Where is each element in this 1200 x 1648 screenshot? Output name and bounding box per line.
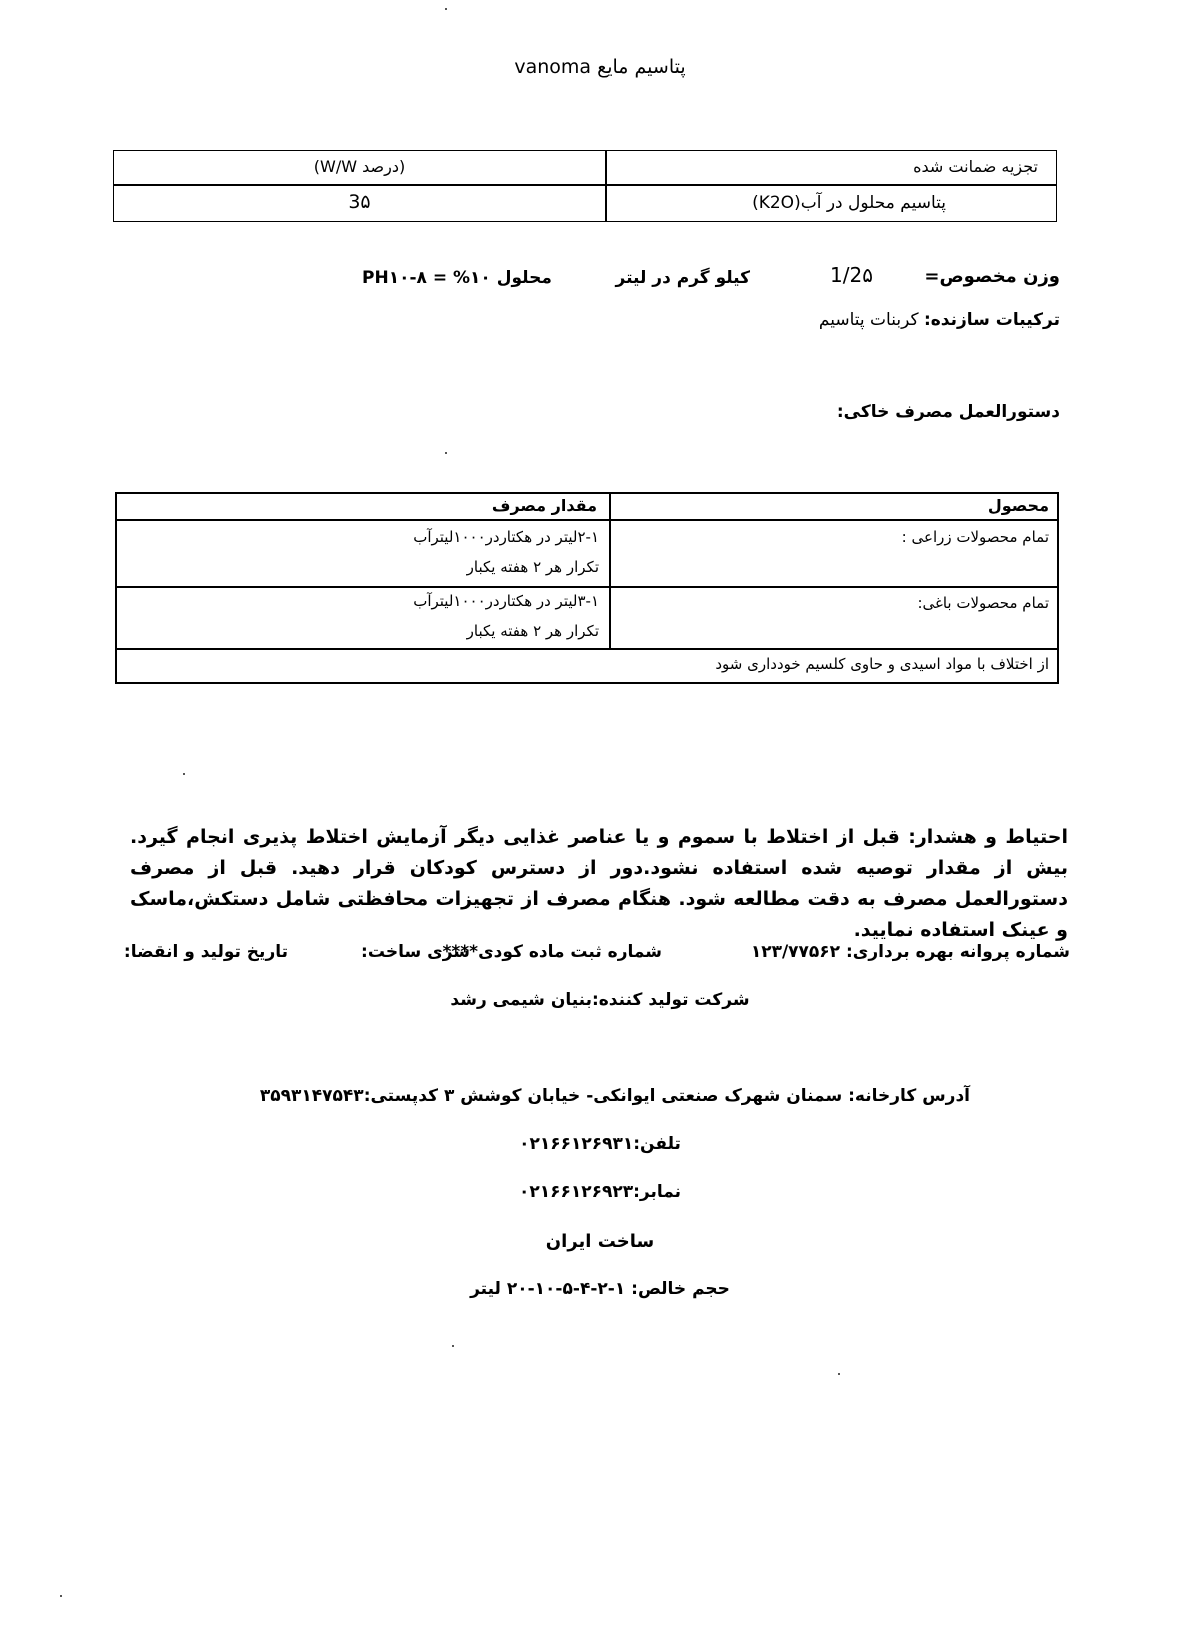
ph-value: PHمحلول ۱۰% = ۸-۱۰ [362, 268, 552, 288]
table-border [115, 682, 1059, 684]
usage-header-product: محصول [987, 496, 1049, 515]
usage-table [115, 492, 1059, 684]
phone-number: تلفن:۰۲۱۶۶۱۲۶۹۳۱ [519, 1134, 681, 1154]
usage-row-2-product: تمام محصولات باغی: [917, 594, 1049, 612]
analysis-nutrient-name: پتاسیم محلول در آب(K2O) [752, 193, 946, 213]
table-border [115, 492, 117, 684]
series-number: سری ساخت: [361, 942, 470, 962]
specific-gravity-label: وزن مخصوص= [924, 266, 1060, 287]
usage-header-amount: مقدار مصرف [491, 496, 597, 515]
usage-row-1-frequency: تکرار هر ۲ هفته یکبار [466, 558, 599, 576]
table-border [1057, 492, 1059, 684]
usage-row-1-product: تمام محصولات زراعی : [901, 528, 1049, 546]
warning-paragraph: احتیاط و هشدار: قبل از اختلاط با سموم و یا عناصر غذایی دیگر آزمایش اختلاط پذیری انجام گیرد. بیش از مقدار توصیه شده استفاده نشود.دور از دسترس کودکان قرار دهید. قبل از مصرف دستورالعمل مصرف به دقت مطالعه شود. هنگام مصرف از تجهیزات محافظتی شامل دستکش،ماسک و عینک استفاده نمایید. [130, 826, 1068, 941]
specific-gravity-unit: کیلو گرم در لیتر [615, 268, 750, 288]
table-border [115, 519, 1059, 521]
scan-speck [452, 1345, 454, 1347]
scan-speck [445, 452, 447, 454]
usage-row-2-frequency: تکرار هر ۲ هفته یکبار [466, 622, 599, 640]
usage-row-2-amount: ۳-۱لیتر در هکتاردر۱۰۰۰لیترآب [413, 592, 599, 610]
analysis-header-right: تجزیه ضمانت شده [913, 157, 1038, 176]
table-divider [114, 184, 1056, 186]
composition [819, 310, 1060, 330]
table-divider [605, 151, 607, 221]
fax-number: نمابر:۰۲۱۶۶۱۲۶۹۲۳ [518, 1182, 682, 1202]
composition-label: ترکیبات سازنده: [923, 310, 1060, 330]
scan-speck [183, 773, 185, 775]
table-border [115, 586, 1059, 588]
page-title: پتاسیم مایع vanoma [514, 56, 686, 78]
analysis-header-left: (درصد W/W) [313, 157, 406, 176]
made-in: ساخت ایران [545, 1231, 655, 1252]
table-border [115, 648, 1059, 650]
guaranteed-analysis-table [113, 150, 1057, 222]
manufacturer: شرکت تولید کننده:بنیان شیمی رشد [450, 990, 750, 1010]
soil-instructions-title: دستورالعمل مصرف خاکی: [836, 402, 1060, 422]
table-border [609, 492, 611, 648]
usage-note: از اختلاف با مواد اسیدی و حاوی کلسیم خودداری شود [715, 655, 1049, 673]
analysis-nutrient-value: 3۵ [348, 191, 371, 213]
production-expiry-date: تاریخ تولید و انقضا: [123, 942, 288, 962]
scan-speck [838, 1373, 840, 1375]
factory-address: آدرس کارخانه: سمنان شهرک صنعتی ایوانکی- خیابان کوشش ۳ کدپستی:۳۵۹۳۱۴۷۵۴۳ [259, 1086, 970, 1106]
net-volume: حجم خالص: ۱-۲-۴-۵-۱۰-۲۰ لیتر [470, 1279, 730, 1299]
specific-gravity-value: 1/2۵ [830, 263, 873, 287]
registration-number: شماره ثبت ماده کودی**** [442, 942, 662, 962]
scan-speck [445, 8, 447, 10]
table-border [115, 492, 1059, 494]
license-number: شماره پروانه بهره برداری: ۱۲۳/۷۷۵۶۲ [750, 942, 1070, 962]
composition-value: کربنات پتاسیم [818, 310, 919, 330]
usage-row-1-amount: ۲-۱لیتر در هکتاردر۱۰۰۰لیترآب [413, 528, 599, 546]
scan-speck [60, 1595, 62, 1597]
